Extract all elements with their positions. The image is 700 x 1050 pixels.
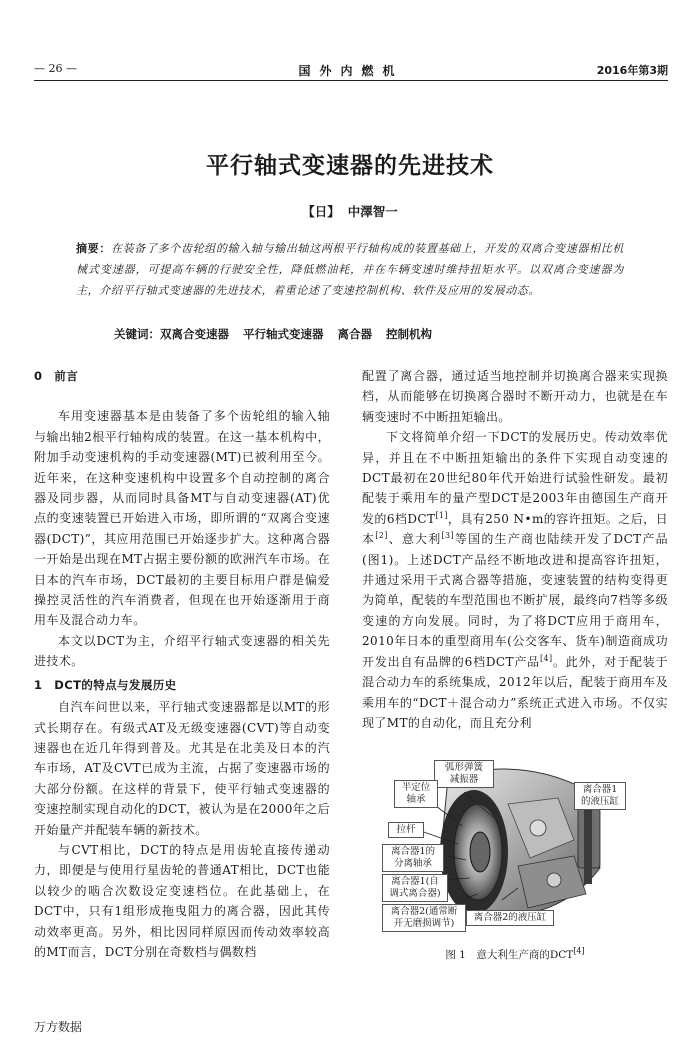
keywords: [114, 326, 446, 342]
keyword-item: 双离合变速器: [160, 327, 229, 341]
page-number: — 26 —: [34, 62, 77, 75]
issue-number: 2016年第3期: [596, 64, 668, 77]
running-header: [34, 62, 668, 80]
text-run: 等国的生产商也陆续开发了DCT产品(图1)。上述DCT产品经不断地改进和提高容许扭矩，并通过采用干式离合器等措施，变速装置的结构变得更为简单，配装的车型范围也不断扩展，最终向7档等多级变速的方向发展。同时，为了将DCT应用于商用车，2010年日本的重型商用车(公交客车、货车)制造商成功开发出自有品牌的6档DCT产品: [362, 532, 668, 669]
text-run: ，具有250 N•m的容许扭矩。之后，日本: [362, 511, 668, 547]
paragraph: 自汽车问世以来，平行轴式变速器都是以MT的形式长期存在。有级式AT及无级变速器(CVT)等自动变速器也在近几年得到普及。尤其是在北美及日本的汽车市场，AT及CVT已成为主流，占据了变速器市场的大部分份额。在这样的背景下，使平行轴式变速器的变速控制实现自动化的DCT，被认为是在2000年之后开始量产并配装车辆的新技术。: [34, 700, 330, 837]
header-rule: [34, 80, 668, 81]
journal-name: 国外内燃机: [298, 64, 404, 78]
wanfang-watermark: 万方数据: [34, 1020, 83, 1034]
callout-clutch1-self-adjusting: 离合器1(自 调式离合器): [382, 874, 448, 902]
callout-lever: 拉杆: [388, 822, 424, 838]
callout-clutch2: 离合器2(通常断 开无磨损调节): [382, 904, 466, 932]
callout-clutch2-cylinder: 离合器2的液压缸: [466, 910, 554, 926]
article-title: 平行轴式变速器的先进技术: [206, 153, 494, 179]
paragraph: [362, 427, 668, 733]
citation: [4]: [540, 653, 553, 663]
keyword-item: 平行轴式变速器: [243, 327, 324, 341]
abstract-text: 在装备了多个齿轮组的输入轴与输出轴这两根平行轴构成的装置基础上，开发的双离合变速器相比机械式变速器，可提高车辆的行驶安全性，降低燃油耗，并在车辆变速时维持扭矩水平。以双离合变速器为主，介绍平行轴式变速器的先进技术，着重论述了变速控制机构、软件及应用的发展动态。: [76, 242, 624, 297]
author-name: 中澤智一: [347, 204, 398, 219]
citation: [3]: [441, 531, 455, 541]
figure-1-caption: [362, 947, 668, 962]
citation: [2]: [375, 531, 388, 541]
paragraph: 本文以DCT为主，介绍平行轴式变速器的相关先进技术。: [34, 633, 330, 669]
text-run: 下文将简单介绍一下DCT的发展历史。传动效率优异，并且在不中断扭矩输出的条件下实现自动变速的DCT最初在20世纪80年代开始进行试验性研发。最初配装于乘用车的量产型DCT是2003年由德国生产商开发的6档DCT: [362, 430, 668, 526]
keyword-item: 离合器: [337, 327, 372, 341]
text-run: 、意大利: [387, 532, 442, 547]
callout-pilot-bearing: 半定位 轴承: [394, 780, 438, 808]
abstract: [76, 238, 624, 301]
caption-text: 图 1 意大利生产商的DCT: [445, 949, 574, 961]
paragraph: 与CVT相比，DCT的特点是用齿轮直接传递动力，即便是与使用行星齿轮的普通AT相比，DCT也能以较少的啮合次数设定变速档位。在此基础上，在DCT中，只有1组形成拖曳阻力的离合器，因此其传动效率更高。另外，相比因同样原因而传动效率较高的MT而言，DCT分别在奇数档与偶数档: [34, 842, 330, 959]
callout-arc-spring-damper: 弧形弹簧 减振器: [434, 760, 494, 788]
citation: [4]: [573, 946, 585, 956]
callout-clutch1-release-bearing: 离合器1的 分离轴承: [382, 844, 444, 872]
section-heading-dct-history: 1 DCT的特点与发展历史: [34, 677, 177, 692]
section-heading-introduction: 0 前言: [34, 369, 79, 383]
keyword-item: 控制机构: [386, 327, 432, 341]
left-column: [34, 366, 330, 962]
right-column: [362, 366, 668, 733]
citation: [1]: [435, 510, 448, 520]
keywords-label: 关键词：: [114, 327, 160, 341]
paragraph: 车用变速器基本是由装备了多个齿轮组的输入轴与输出轴2根平行轴构成的装置。在这一基本机构中，附加手动变速机构的手动变速器(MT)已被利用至今。近年来，在这种变速机构中设置多个自动控制的离合器及同步器，从而同时具备MT与自动变速器(AT)优点的变速装置已开始进入市场，即所谓的“双离合变速器(DCT)”，其应用范围已开始逐步扩大。这种离合器一开始是出现在MT占据主要份额的欧洲汽车市场。在日本的汽车市场，DCT最初的主要目标用户群是偏爱操控灵活性的汽车消费者，但现在也开始逐渐用于商用车及混合动力车。: [34, 409, 330, 628]
callout-clutch1-cylinder: 离合器1 的液压缸: [574, 782, 626, 810]
text-run: 。此外，对于配装于混合动力车的系统集成，2012年以后，配装于商用车及乘用车的“DCT＋混合动力”系统正式进入市场。不仅实现了MT的自动化，而且充分利: [362, 654, 668, 730]
author-country: 【日】: [302, 204, 340, 219]
abstract-label: 摘要：: [76, 242, 111, 255]
paragraph: 配置了离合器，通过适当地控制并切换离合器来实现换档，从而能够在切换离合器时不断开动力，也就是在车辆变速时不中断扭矩输出。: [362, 369, 668, 424]
figure-1-dct-photo: [378, 748, 622, 932]
author-line: [0, 202, 700, 220]
